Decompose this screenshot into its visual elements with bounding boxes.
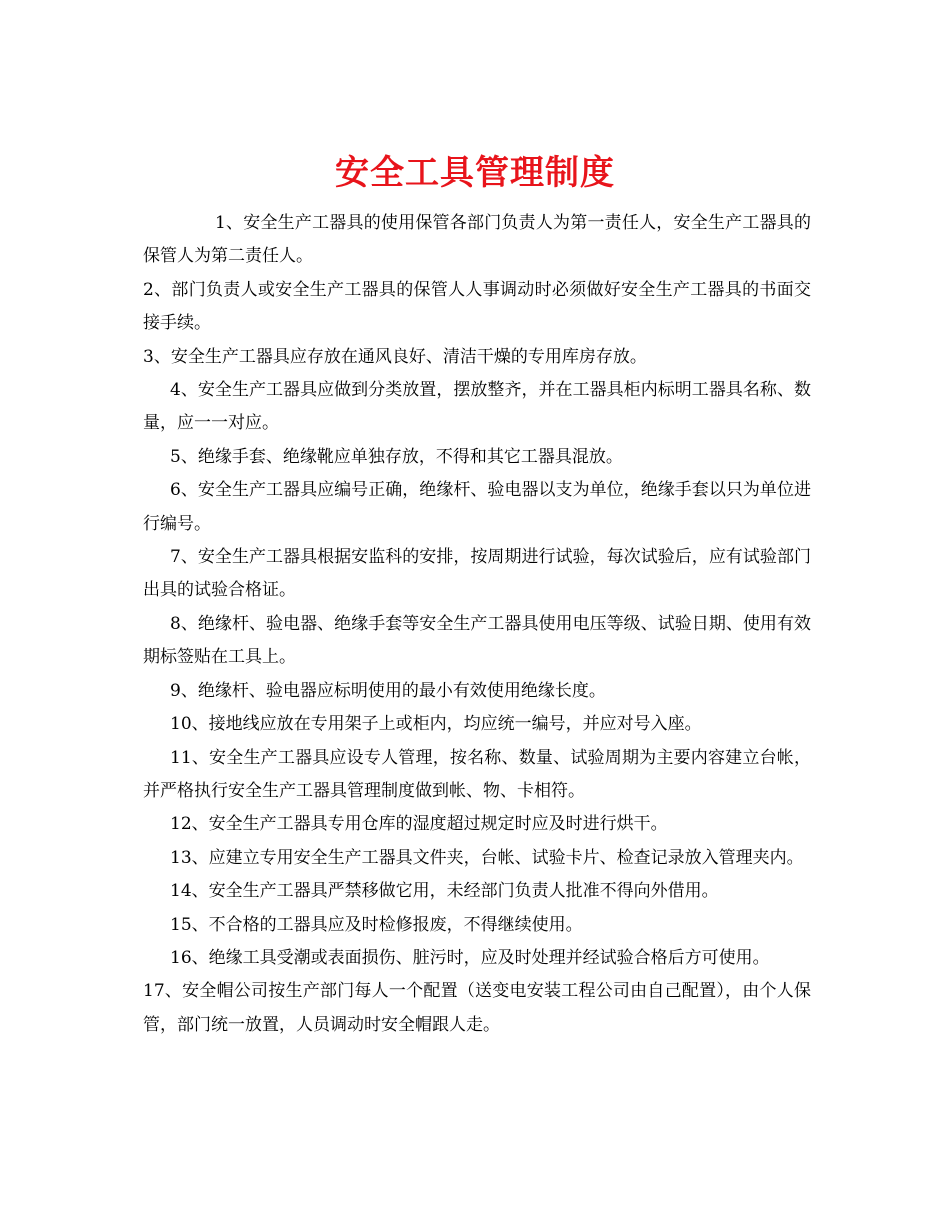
rule-paragraph-3: 3、安全生产工器具应存放在通风良好、清洁干燥的专用库房存放。 [143, 346, 647, 367]
rule-paragraph-12: 12、安全生产工器具专用仓库的湿度超过规定时应及时进行烘干。 [170, 814, 668, 835]
rule-paragraph-11: 11、安全生产工器具应设专人管理，按名称、数量、试验周期为主要内容建立台帐，并严格执行安全生产工器具管理制度做到帐、物、卡相符。 [143, 747, 811, 801]
rule-paragraph-7: 7、安全生产工器具根据安监科的安排，按周期进行试验，每次试验后，应有试验部门出具的试验合格证。 [143, 547, 811, 601]
rule-paragraph-13: 13、应建立专用安全生产工器具文件夹，台帐、试验卡片、检查记录放入管理夹内。 [170, 847, 804, 868]
rule-paragraph-10: 10、接地线应放在专用架子上或柜内，均应统一编号，并应对号入座。 [170, 714, 702, 735]
document-body [143, 207, 811, 1042]
rule-paragraph-16: 16、绝缘工具受潮或表面损伤、脏污时，应及时处理并经试验合格后方可使用。 [170, 947, 770, 968]
rule-paragraph-9: 9、绝缘杆、验电器应标明使用的最小有效使用绝缘长度。 [170, 680, 606, 701]
rule-paragraph-2: 2、部门负责人或安全生产工器具的保管人人事调动时必须做好安全生产工器具的书面交接手续。 [143, 279, 811, 334]
rule-paragraph-5: 5、绝缘手套、绝缘靴应单独存放，不得和其它工器具混放。 [170, 446, 623, 467]
document-title: 安全工具管理制度 [335, 152, 615, 193]
rule-paragraph-8: 8、绝缘杆、验电器、绝缘手套等安全生产工器具使用电压等级、试验日期、使用有效期标签贴在工具上。 [143, 613, 811, 668]
rule-paragraph-14: 14、安全生产工器具严禁移做它用，未经部门负责人批准不得向外借用。 [170, 881, 719, 902]
rule-paragraph-1: 1、安全生产工器具的使用保管各部门负责人为第一责任人，安全生产工器具的保管人为第二责任人。 [143, 213, 811, 267]
rule-paragraph-4: 4、安全生产工器具应做到分类放置，摆放整齐，并在工器具柜内标明工器具名称、数量，应一一对应。 [143, 380, 811, 434]
rule-paragraph-17: 17、安全帽公司按生产部门每人一个配置（送变电安装工程公司由自己配置），由个人保管，部门统一放置，人员调动时安全帽跟人走。 [143, 981, 811, 1035]
rule-paragraph-6: 6、安全生产工器具应编号正确，绝缘杆、验电器以支为单位，绝缘手套以只为单位进行编号。 [143, 480, 811, 534]
rule-paragraph-15: 15、不合格的工器具应及时检修报废，不得继续使用。 [170, 914, 583, 935]
